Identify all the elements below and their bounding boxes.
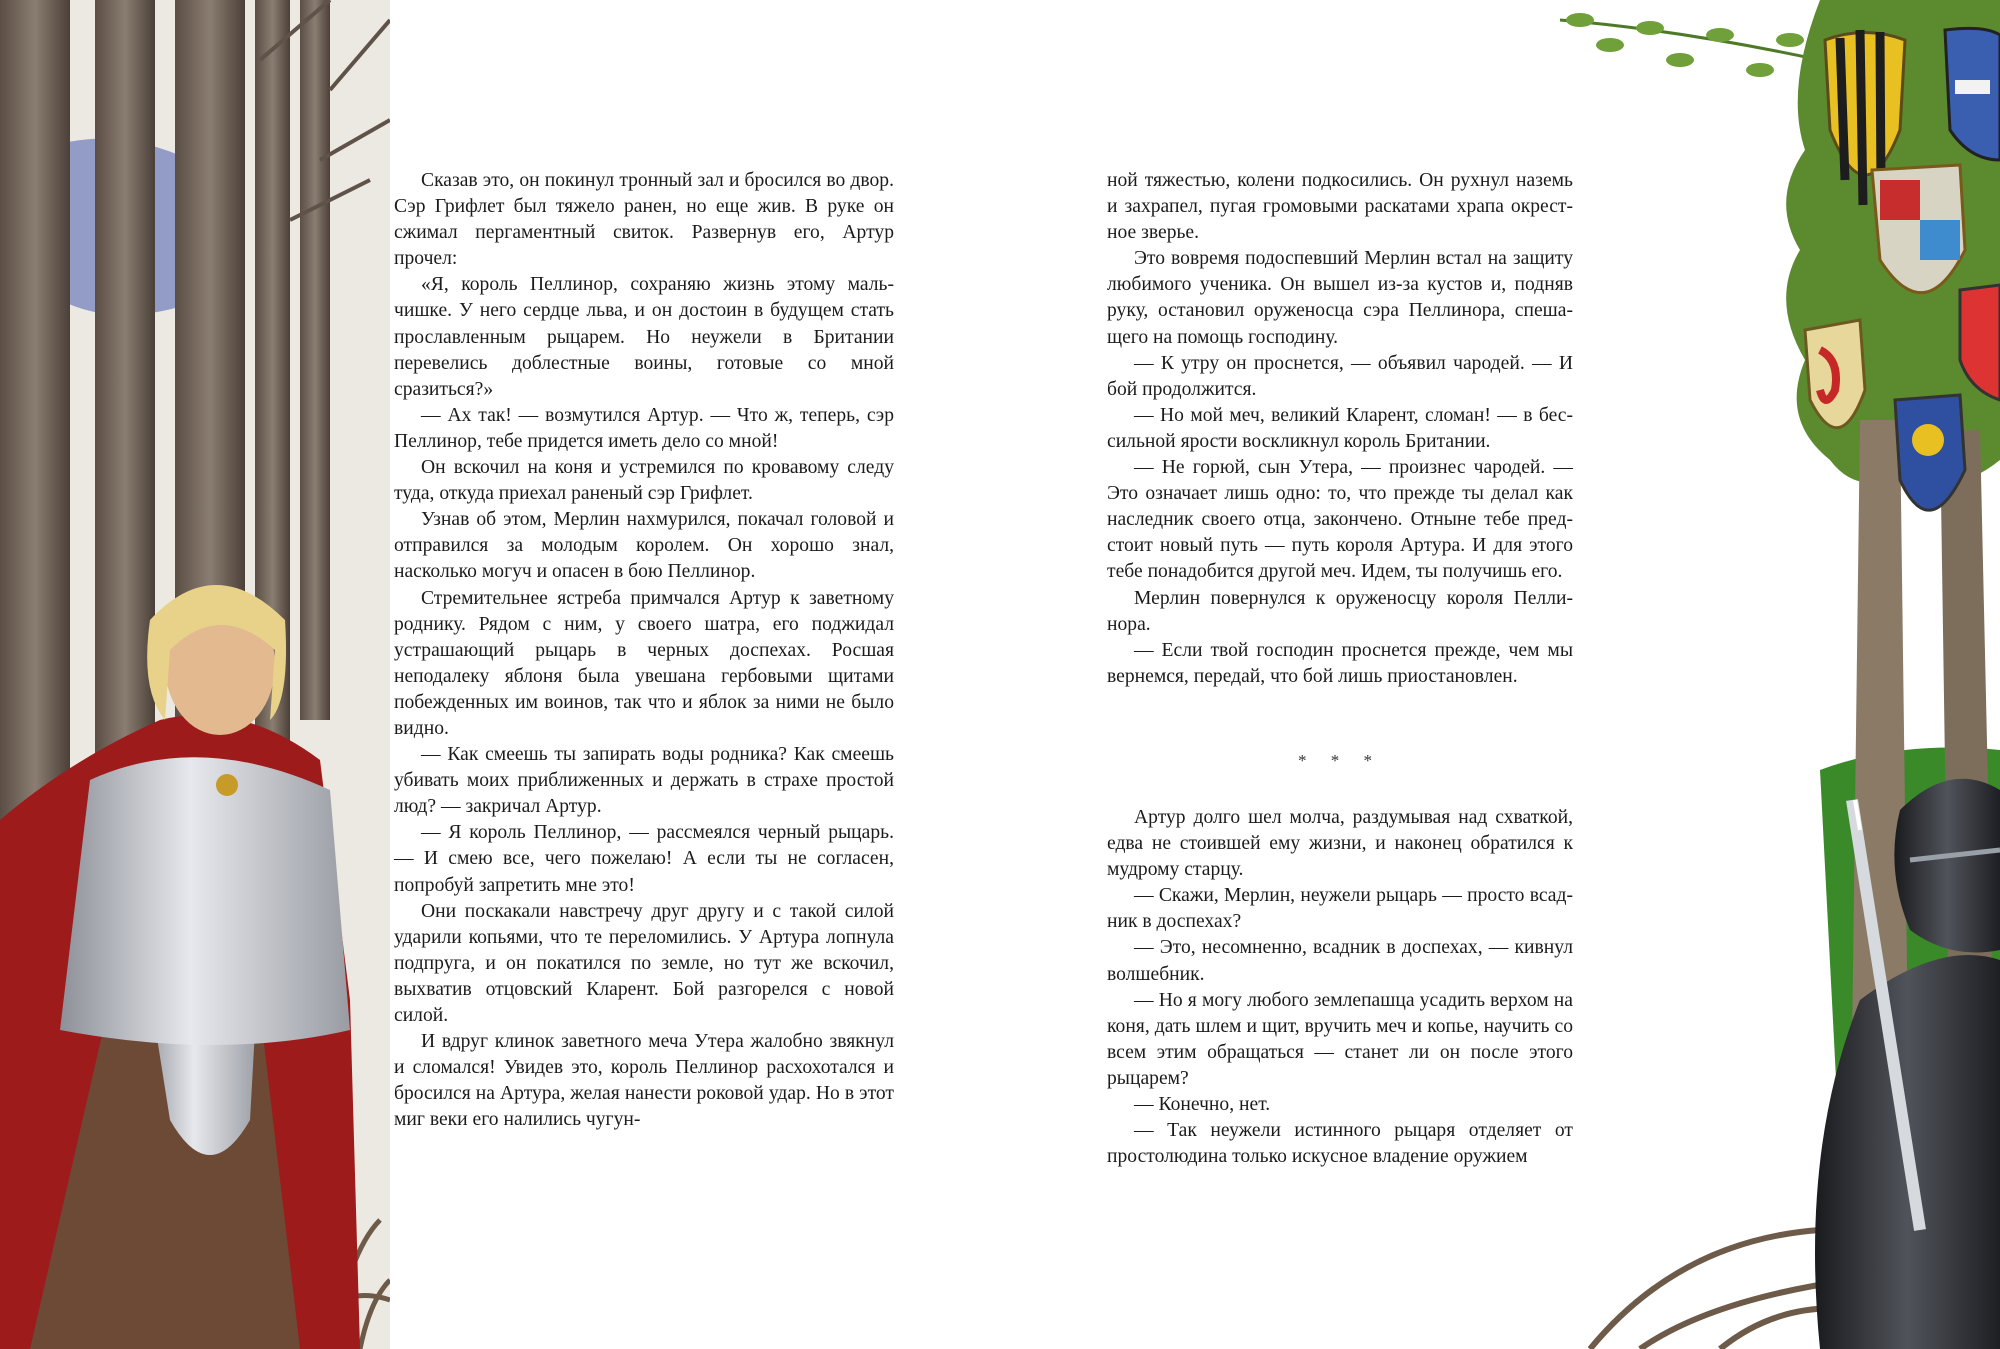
black-knight-helmet: [1894, 779, 2000, 953]
shield-battlement: [1955, 80, 1990, 94]
tree-trunk: [300, 0, 330, 720]
left-page-text: [394, 168, 894, 1133]
left-illustration-arthur-in-forest: [0, 0, 390, 1349]
paragraph: — Но мой меч, великий Кларент, сломан! — в бессильной ярости воскликнул король Британии.: [1107, 404, 1573, 452]
shield-mask-emblem: [1912, 424, 1944, 456]
shield-quarter-red: [1880, 180, 1920, 220]
right-illustration-black-knight-and-shield-tree: [1260, 0, 2000, 1349]
paragraph: — Так неужели истинного рыцаря отделяет от простолюдина только искусное владение оружием: [1107, 1120, 1573, 1168]
paragraph: — Но я могу любого землепашца усадить верхом на коня, дать шлем и щит, вручить меч и копье, научить со всем этим обращаться — станет ли он после этого рыцарем?: [1107, 989, 1573, 1089]
paragraph: — Скажи, Мерлин, неужели рыцарь — просто всадник в доспехах?: [1107, 885, 1573, 933]
shield-quarter-blue: [1920, 220, 1960, 260]
section-break: * * *: [1298, 750, 1382, 770]
paragraph: Это вовремя подоспевший Мерлин встал на защиту любимого ученика. Он вышел из-за кустов и, подняв руку, остановил оруженосца сэра Пеллинора, спешащего на помощь господину.: [1107, 248, 1573, 348]
paragraph: — Ах так! — возмутился Артур. — Что ж, теперь, сэр Пеллинор, тебе придется иметь дело со мной!: [394, 404, 894, 452]
paragraph: — Как смеешь ты запирать воды родника? Как смеешь убивать моих приближенных и держать в страхе простой люд? — закричал Артур.: [394, 744, 894, 818]
paragraph: — Это, несомненно, всадник в доспехах, — кивнул волшебник.: [1107, 937, 1573, 985]
cloak-brooch: [216, 774, 238, 796]
paragraph: Они поскакали навстречу друг другу и с такой силой ударили копьями, что те переломились. У Артура лопнула подпруга, и он покатился по земле, но тут же вскочил, выхватив отцовский Кларент. Бой разгорелся с новой силой.: [394, 900, 894, 1026]
paragraph: Он вскочил на коня и устремился по кровавому следу туда, откуда приехал раненый сэр Грифлет.: [394, 457, 894, 505]
paragraph: Сказав это, он покинул тронный зал и бросился во двор. Сэр Грифлет был тяжело ранен, но еще жив. В руке он сжимал пергаментный свиток. Развернув его, Артур прочел:: [394, 170, 894, 270]
paragraph: — Не горюй, сын Утера, — произнес чародей. — Это означает лишь одно: то, что прежде ты делал как наследник своего отца, закончено. Отныне тебе предстоит новый путь — путь короля Артура. И для этого тебе понадобится другой меч. Идем, ты получишь его.: [1107, 457, 1573, 583]
paragraph: Стремительнее ястреба примчался Артур к заветному роднику. Рядом с ним, у своего шатра, его поджидал устрашающий рыцарь в черных доспехах. Росшая неподалеку яблоня была увешана гербовыми щитами побежденных им воинов, так что и яблок за ними не было видно.: [394, 587, 894, 739]
paragraph: Мерлин повернулся к оруженосцу короля Пеллинора.: [1107, 587, 1573, 635]
paragraph: Артур долго шел молча, раздумывая над схваткой, едва не стоившей ему жизни, и наконец обратился к мудрому старцу.: [1107, 806, 1573, 881]
paragraph: «Я, король Пеллинор, сохраняю жизнь этому мальчишке. У него сердце льва, и он достоин в будущем стать прославленным рыцарем. Но неужели в Британии перевелись доблестные воины, готовые со мной сразиться?»: [394, 274, 894, 400]
paragraph: — Я король Пеллинор, — рассмеялся черный рыцарь. — И смею все, чего пожелаю! А если ты не согласен, попробуй запретить мне это!: [394, 822, 894, 896]
paragraph: И вдруг клинок заветного меча Утера жалобно звякнул и сломался! Увидев это, король Пеллинор расхохотался и бросился на Артура, желая нанести роковой удар. Но в этот миг веки его налились чугун-: [394, 1031, 894, 1131]
knight-armor: [60, 757, 350, 1045]
paragraph: — К утру он проснется, — объявил чародей. — И бой продолжится.: [1107, 352, 1573, 400]
paragraph: Узнав об этом, Мерлин нахмурился, покачал головой и отправился за молодым королем. Он хорошо знал, насколько могуч и опасен в бою Пеллинор.: [394, 509, 894, 583]
paragraph: — Если твой господин проснется прежде, чем мы вернемся, передай, что бой лишь приостановлен.: [1107, 639, 1573, 687]
paragraph-continuation: ной тяжестью, колени подкосились. Он рухнул наземь и захрапел, пугая громовыми раскатами храпа окрестное зверье.: [1107, 170, 1573, 244]
paragraph: — Конечно, нет.: [1134, 1094, 1271, 1115]
